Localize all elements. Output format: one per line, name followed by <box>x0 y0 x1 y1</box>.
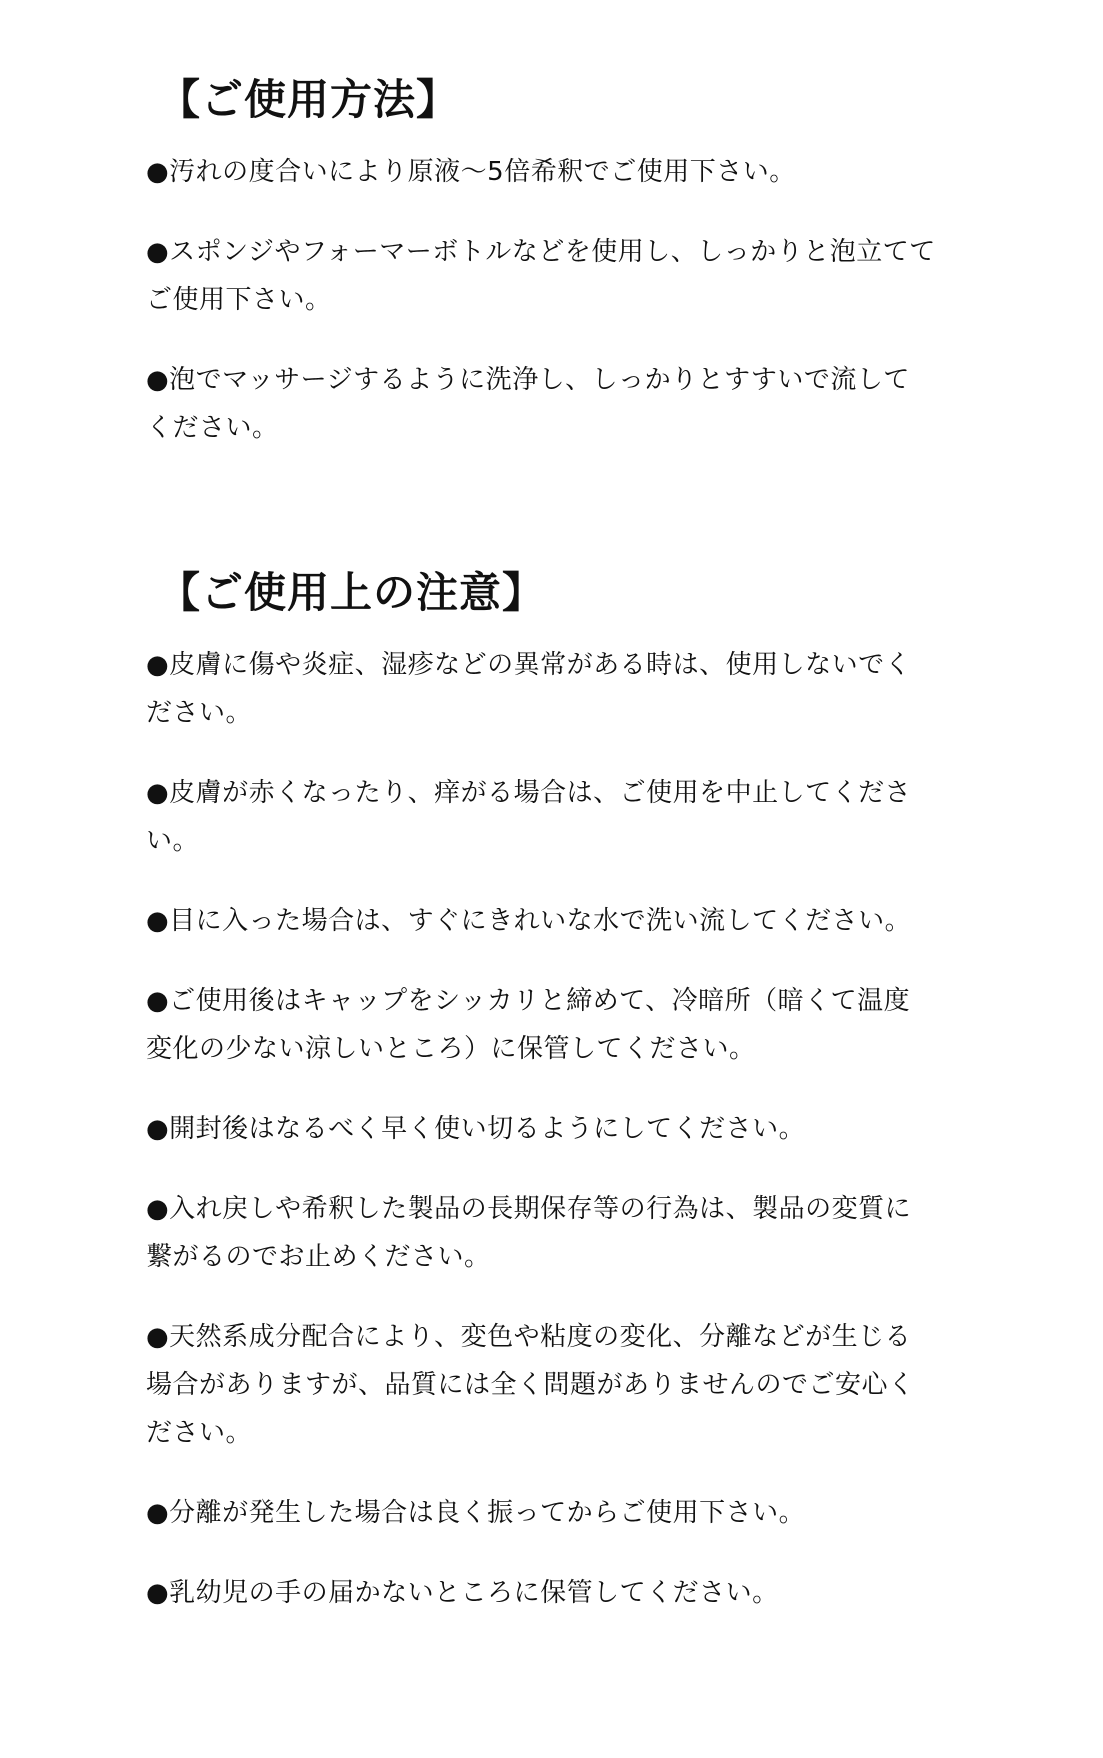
caution-heading: 【ご使用上の注意】 <box>158 568 546 617</box>
usage-item: ●汚れの度合いにより原液〜5倍希釈でご使用下さい。 <box>146 157 796 187</box>
usage-item: ●スポンジやフォーマーボトルなどを使用し、しっかりと泡立ててご使用下さい。 <box>146 237 936 315</box>
caution-list <box>146 641 936 1617</box>
caution-item: ●開封後はなるべく早く使い切るようにしてください。 <box>146 1114 806 1144</box>
caution-item: ●乳幼児の手の届かないところに保管してください。 <box>146 1578 779 1608</box>
caution-section <box>146 565 936 1649</box>
caution-item: ●入れ戻しや希釈した製品の長期保存等の行為は、製品の変質に繋がるのでお止めください。 <box>146 1194 912 1272</box>
caution-item: ●目に入った場合は、すぐにきれいな水で洗い流してください。 <box>146 906 912 936</box>
usage-section <box>146 72 936 484</box>
caution-item: ●皮膚が赤くなったり、痒がる場合は、ご使用を中止してください。 <box>146 778 912 856</box>
caution-item: ●分離が発生した場合は良く振ってからご使用下さい。 <box>146 1498 806 1528</box>
caution-item: ●天然系成分配合により、変色や粘度の変化、分離などが生じる場合がありますが、品質には全く問題がありませんのでご安心ください。 <box>146 1322 915 1448</box>
caution-item: ●皮膚に傷や炎症、湿疹などの異常がある時は、使用しないでください。 <box>146 650 912 728</box>
usage-heading: 【ご使用方法】 <box>158 75 460 124</box>
usage-item: ●泡でマッサージするように洗浄し、しっかりとすすいで流してください。 <box>146 365 910 443</box>
usage-list <box>146 148 936 452</box>
caution-item: ●ご使用後はキャップをシッカリと締めて、冷暗所（暗くて温度変化の少ない涼しいところ）に保管してください。 <box>146 986 911 1064</box>
